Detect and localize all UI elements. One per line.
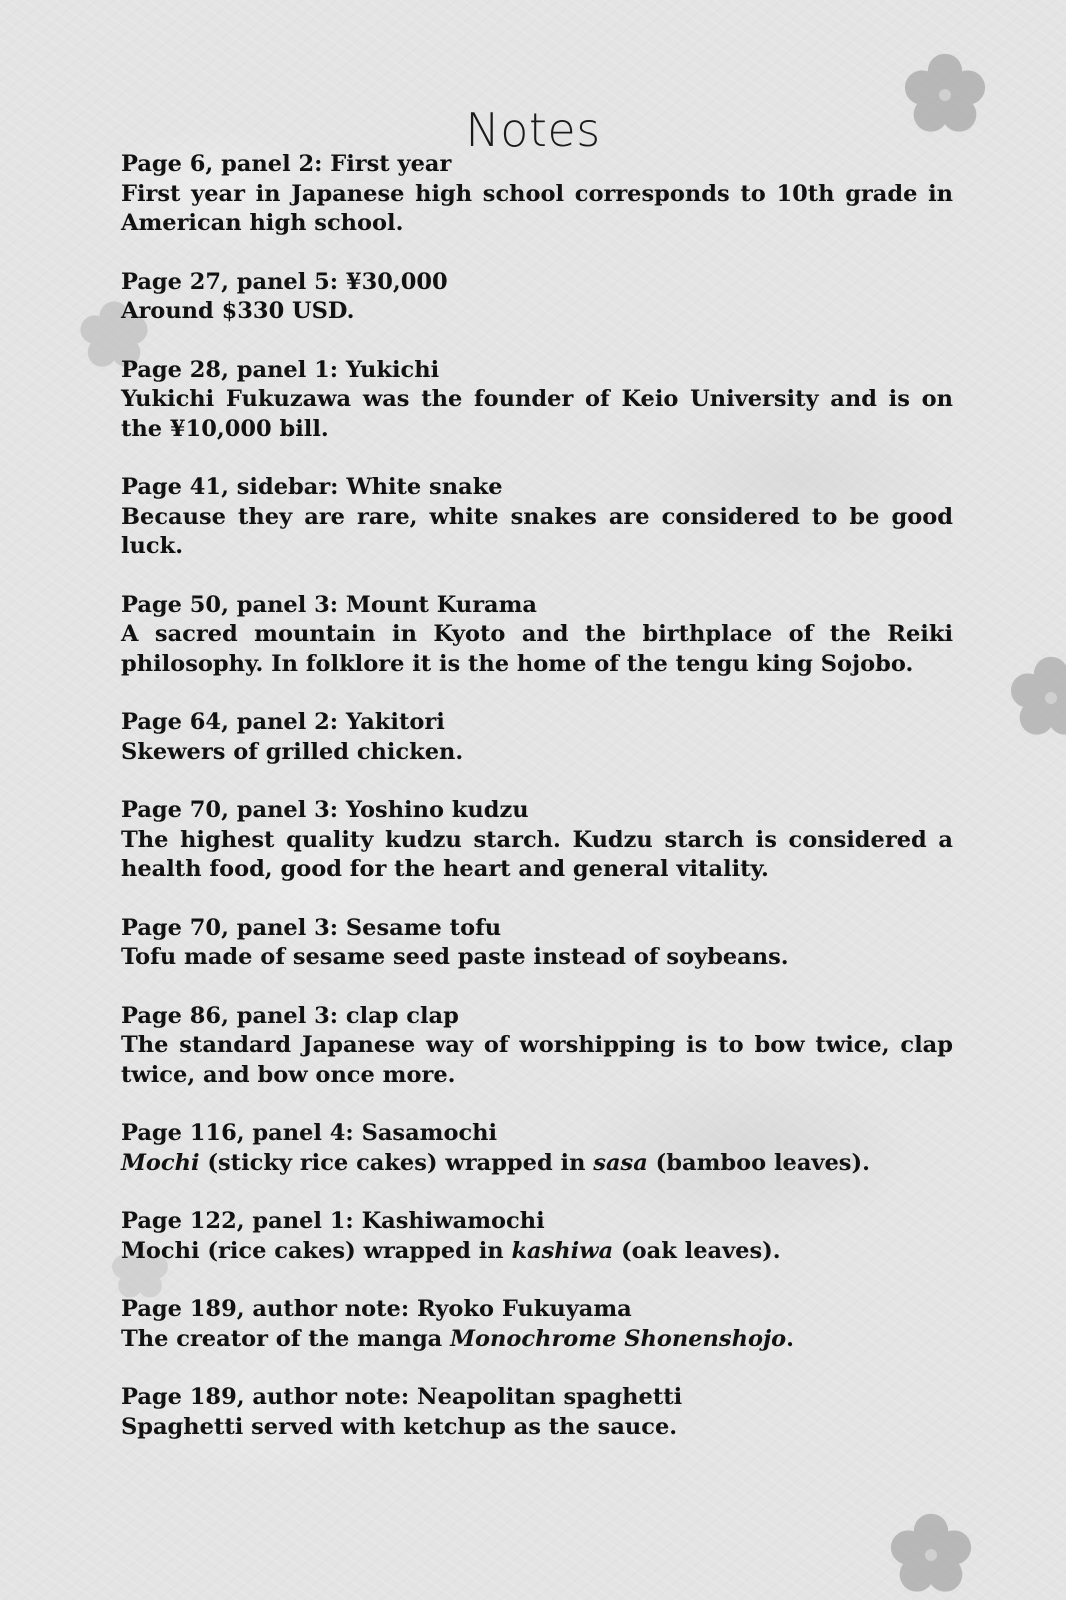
note-body — [121, 1325, 953, 1355]
note-body — [121, 620, 953, 679]
italic-term: Monochrome Shonenshojo — [450, 1325, 787, 1352]
note-text: Yukichi Fukuzawa was the founder of Keio University and is on the ¥10,000 bill. — [121, 386, 953, 442]
note-item — [121, 796, 953, 885]
note-item — [121, 591, 953, 680]
note-text: The creator of the manga — [121, 1325, 451, 1352]
note-item — [121, 150, 953, 239]
note-text: (oak leaves). — [613, 1237, 781, 1264]
note-body — [121, 180, 953, 239]
notes-list — [121, 150, 953, 1471]
note-heading: Page 70, panel 3: Sesame tofu — [121, 914, 502, 941]
note-text: (sticky rice cakes) wrapped in — [199, 1149, 594, 1176]
note-item — [121, 356, 953, 445]
note-body — [121, 385, 953, 444]
note-text: Because they are rare, white snakes are considered to be good luck. — [121, 503, 953, 559]
note-heading: Page 27, panel 5: ¥30,000 — [121, 268, 448, 295]
italic-term: sasa — [593, 1149, 648, 1176]
plum-blossom-icon — [1008, 655, 1066, 741]
note-item — [121, 1207, 953, 1266]
note-item — [121, 914, 953, 973]
note-text: Spaghetti served with ketchup as the sauce. — [121, 1413, 678, 1440]
note-body — [121, 826, 953, 885]
note-body — [121, 738, 953, 768]
note-text: A sacred mountain in Kyoto and the birthplace of the Reiki philosophy. In folklore it is the home of the tengu king Sojobo. — [121, 621, 953, 677]
note-heading: Page 189, author note: Neapolitan spaghetti — [121, 1384, 683, 1410]
note-body — [121, 943, 953, 973]
note-item — [121, 1119, 953, 1178]
note-heading: Page 122, panel 1: Kashiwamochi — [121, 1208, 545, 1234]
note-body — [121, 297, 953, 327]
note-item — [121, 268, 953, 327]
note-text: (bamboo leaves). — [647, 1149, 870, 1176]
note-heading: Page 64, panel 2: Yakitori — [121, 709, 445, 735]
note-item — [121, 1002, 953, 1091]
note-body — [121, 503, 953, 562]
note-heading: Page 28, panel 1: Yukichi — [121, 356, 440, 383]
page-title: Notes — [465, 102, 601, 157]
note-item — [121, 473, 953, 562]
note-heading: Page 189, author note: Ryoko Fukuyama — [121, 1296, 632, 1322]
note-text: The standard Japanese way of worshipping is to bow twice, clap twice, and bow once more. — [121, 1032, 953, 1088]
note-heading: Page 116, panel 4: Sasamochi — [121, 1120, 498, 1146]
note-item — [121, 1295, 953, 1354]
note-text: First year in Japanese high school corresponds to 10th grade in American high school. — [121, 180, 953, 236]
note-body — [121, 1237, 953, 1267]
note-heading: Page 86, panel 3: clap clap — [121, 1002, 459, 1029]
italic-term: kashiwa — [511, 1237, 614, 1264]
note-item — [121, 1383, 953, 1442]
note-item — [121, 708, 953, 767]
note-heading: Page 41, sidebar: White snake — [121, 474, 503, 500]
note-heading: Page 50, panel 3: Mount Kurama — [121, 591, 538, 618]
italic-term: Mochi — [121, 1149, 200, 1176]
note-text: The highest quality kudzu starch. Kudzu starch is considered a health food, good for the heart and general vitality. — [121, 826, 953, 882]
note-text: Tofu made of sesame seed paste instead of soybeans. — [121, 944, 789, 970]
note-text: Around $330 USD. — [121, 298, 355, 324]
plum-blossom-icon — [888, 1512, 974, 1598]
note-body — [121, 1149, 953, 1179]
note-text: . — [786, 1325, 794, 1352]
note-body — [121, 1031, 953, 1090]
note-text: Skewers of grilled chicken. — [121, 738, 464, 765]
note-heading: Page 6, panel 2: First year — [121, 151, 452, 177]
note-body — [121, 1413, 953, 1443]
note-heading: Page 70, panel 3: Yoshino kudzu — [121, 797, 529, 823]
note-text: Mochi (rice cakes) wrapped in — [121, 1237, 512, 1264]
